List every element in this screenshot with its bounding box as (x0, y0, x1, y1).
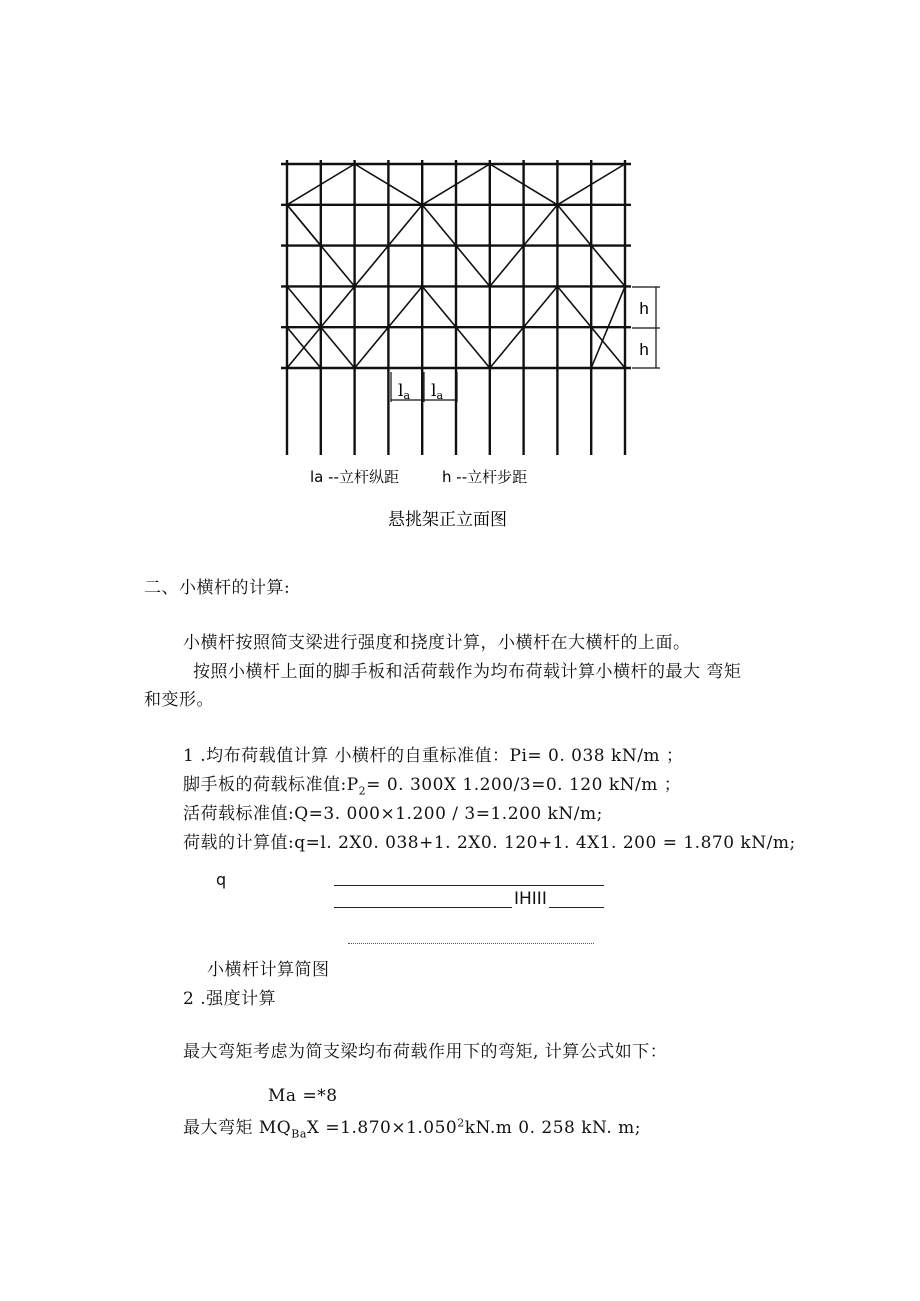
strength-result: 最大弯矩 $MQ_{Ba}X =1.870\times 1.050^2kN.m$ 0. 258 kN. m; (183, 1116, 641, 1141)
load-line-3: 活荷载标准值:Q=3. 000×1.200 / 3=1.200 kN/m; (183, 804, 603, 824)
diagram-q-label: q (216, 870, 227, 889)
load-line-1: 1 .均布荷载值计算 小横杆的自重标准值：Pi= 0. 038 kN/m ； (183, 746, 684, 766)
strength-paragraph: 最大弯矩考虑为简支梁均布荷载作用下的弯矩, 计算公式如下： (183, 1042, 668, 1062)
diagram-load-line (334, 885, 604, 886)
section-heading: 二、小横杆的计算: (144, 578, 291, 598)
legend-la: la --立杆纵距 (310, 468, 399, 486)
load-line-2: 脚手板的荷载标准值$:P_2= 0$. 300X 1.200/3=0. 120 kN/m ； (183, 775, 682, 798)
load-line-4: 荷载的计算值:q=l. 2X0. 038+1. 2X0. 120+1. 4X1. 200 = 1.870 kN/m; (183, 833, 796, 853)
scaffold-elevation-figure (0, 0, 920, 560)
paragraph-2-line-1: 按照小横杆上面的脚手板和活荷载作为均布荷载计算小横杆的最大 弯矩 (193, 662, 742, 682)
diagram-beam-text: IHIII (514, 889, 547, 909)
dim-h-lower: h (639, 342, 650, 361)
paragraph-2-line-2: 和变形。 (144, 690, 214, 710)
dim-la-right: la (431, 381, 443, 402)
dim-la-left: la (398, 381, 410, 402)
diagram-caption: 小横杆计算简图 (207, 960, 330, 980)
legend-h: h --立杆步距 (442, 468, 528, 486)
paragraph-1: 小横杆按照简支梁进行强度和挠度计算，小横杆在大横杆的上面。 (183, 633, 691, 653)
scaffold-grid (281, 160, 631, 455)
diagonal-brace (287, 205, 321, 246)
strength-formula: Ma =*8 (268, 1086, 338, 1106)
strength-heading: 2 .强度计算 (183, 989, 277, 1009)
dim-h-upper: h (639, 301, 650, 320)
diagram-beam-line (334, 907, 604, 908)
diagram-support-line (348, 943, 594, 944)
figure-caption: 悬挑架正立面图 (388, 510, 507, 530)
